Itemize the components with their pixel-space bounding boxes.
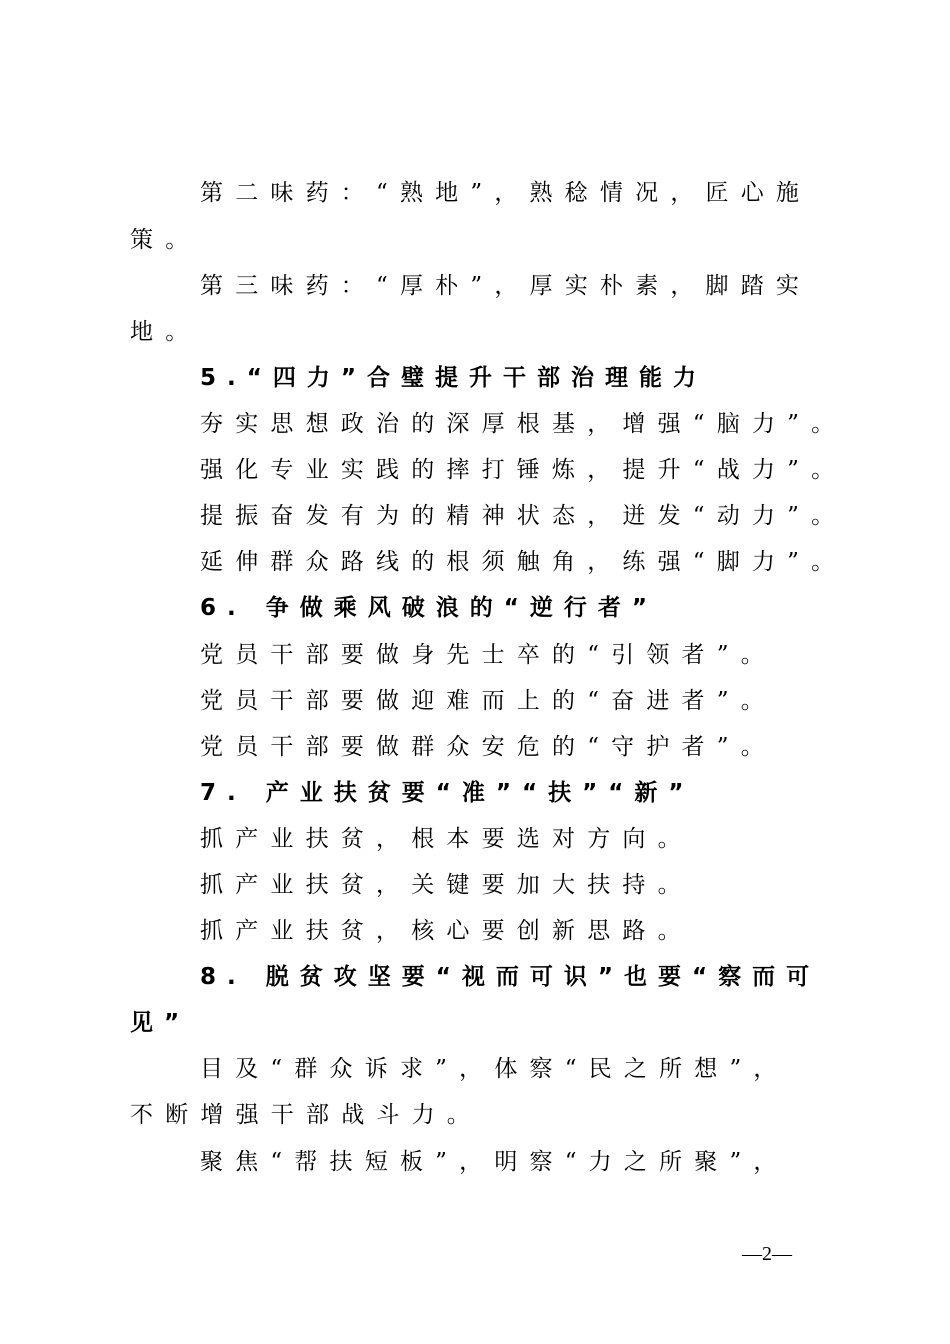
paragraph-line: 目及“群众诉求”，体察“民之所想”， (200, 1056, 789, 1082)
paragraph-line: 抓产业扶贫，核心要创新思路。 (200, 918, 693, 944)
section-heading: 5.“四力”合璧提升干部治理能力 (200, 365, 707, 391)
paragraph-line: 第二味药：“熟地”，熟稔情况，匠心施 (200, 180, 812, 206)
paragraph-line: 抓产业扶贫，根本要选对方向。 (200, 826, 693, 852)
paragraph-line: 党员干部要做群众安危的“守护者”。 (200, 734, 776, 760)
section-heading: 7. 产业扶贫要“准”“扶”“新” (200, 780, 695, 806)
section-heading: 8. 脱贫攻坚要“视而可识”也要“察而可 (200, 964, 821, 990)
paragraph-line: 延伸群众路线的根须触角，练强“脚力”。 (200, 549, 847, 575)
section-heading-continuation: 见” (130, 1010, 191, 1036)
page-number: —2— (742, 1243, 792, 1265)
paragraph-line: 夯实思想政治的深厚根基，增强“脑力”。 (200, 411, 847, 437)
paragraph-line: 提振奋发有为的精神状态，迸发“动力”。 (200, 503, 847, 529)
paragraph-line: 不断增强干部战斗力。 (130, 1102, 482, 1128)
paragraph-line: 抓产业扶贫，关键要加大扶持。 (200, 872, 693, 898)
section-heading: 6. 争做乘风破浪的“逆行者” (200, 595, 658, 621)
paragraph-line: 第三味药：“厚朴”，厚实朴素，脚踏实 (200, 273, 812, 299)
paragraph-line: 党员干部要做迎难而上的“奋进者”。 (200, 688, 776, 714)
paragraph-line: 聚焦“帮扶短板”，明察“力之所聚”， (200, 1149, 789, 1175)
paragraph-line: 强化专业实践的摔打锤炼，提升“战力”。 (200, 457, 847, 483)
paragraph-line: 党员干部要做身先士卒的“引领者”。 (200, 642, 776, 668)
paragraph-line: 策。 (130, 227, 201, 253)
paragraph-line: 地。 (130, 319, 201, 345)
